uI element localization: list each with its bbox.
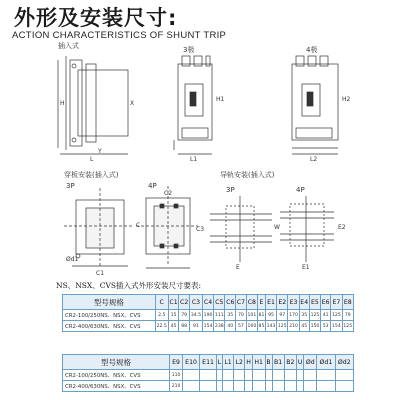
column-header: H [245,355,253,370]
table-cell [317,381,335,392]
table-cell: 170 [288,310,299,321]
panel-mount-label: 穿板安装(插入式) [64,171,119,179]
table-row [63,310,354,321]
rail-mount-label: 导轨安装(插入式) [220,171,275,179]
table-cell: 154 [202,321,213,332]
dim-w: W [274,224,280,231]
column-header: E4 [299,295,309,310]
table-cell [183,381,200,392]
model-cell: CR2-400/630NS、NSX、CVS [63,321,156,332]
table-cell: 79 [179,310,190,321]
table-cell [304,381,317,392]
column-header: E10 [183,355,200,370]
table-cell: 150 [309,321,320,332]
dim-e2: E2 [338,224,346,231]
table-cell [284,370,296,381]
column-header: C1 [168,295,179,310]
column-header: Ød1 [317,355,335,370]
rail-4p-label: 4P [296,186,305,194]
table-cell: 210 [170,381,183,392]
column-header: E8 [342,295,353,310]
dim-l2: L2 [310,156,318,163]
page-title: 外形及安装尺寸: [14,6,178,30]
dim-h2: H2 [342,96,351,103]
table-cell [335,370,353,381]
dim-e1: E1 [302,264,310,271]
table-cell [265,370,272,381]
model-header: 型号规格 [63,295,156,310]
three-pole-front-drawing [174,56,212,154]
table-cell [272,381,284,392]
table-cell [272,370,284,381]
column-header: C6 [225,295,236,310]
table-cell: 97 [277,310,288,321]
table-cell: 125 [342,321,353,332]
table-cell: 22.5 [155,321,168,332]
column-header: B [265,355,272,370]
column-header: E7 [331,295,342,310]
table-cell: 70 [236,310,247,321]
table-cell [222,381,233,392]
four-pole-front-drawing [292,56,338,154]
table-cell: 160 [246,321,257,332]
table-cell: 91 [190,321,203,332]
table-cell [245,381,253,392]
table-cell: 238 [214,321,225,332]
table-cell: 40 [225,321,236,332]
table-cell [296,381,303,392]
table-cell: 2.5 [155,310,168,321]
table-cell: 41 [321,310,331,321]
dim-c: C [136,222,141,229]
dim-l: L [90,156,94,163]
table-cell: 143 [265,321,276,332]
panel-mount-4p-drawing [136,186,198,268]
column-header: E11 [200,355,217,370]
table-cell: 190 [202,310,213,321]
table-cell: 154 [331,321,342,332]
table-cell: 35 [299,310,309,321]
dim-x: X [130,100,135,107]
column-header: E3 [288,295,299,310]
column-header: C7 [236,295,247,310]
column-header: L [217,355,223,370]
table-cell: 101 [246,310,257,321]
dim-d1: Ød1 [66,256,79,263]
table-cell: 125 [331,310,342,321]
table-cell [265,381,272,392]
table-cell: 79 [342,310,353,321]
column-header: E9 [170,355,183,370]
model-cell: CR2-400/630NS、NSX、CVS [63,381,170,392]
dim-c1: C1 [96,270,105,277]
table-cell: 210 [288,321,299,332]
rail-mount-4p-drawing [280,196,334,262]
dim-e: E [236,264,240,271]
column-header: H1 [252,355,265,370]
table-cell: 125 [277,321,288,332]
column-header: L1 [222,355,233,370]
table-cell: 81 [258,310,266,321]
column-header: C5 [214,295,225,310]
column-header: L2 [234,355,245,370]
dim-c3: C3 [196,226,205,233]
table-cell: 45 [168,321,179,332]
table-cell: 15 [168,310,179,321]
dim-l1: L1 [190,156,198,163]
column-header: C [155,295,168,310]
model-cell: CR2-100/250NS、NSX、CVS [63,310,156,321]
table-cell [234,381,245,392]
panel-mount-3p-drawing [64,188,134,266]
page-subtitle: ACTION CHARACTERISTICS OF SHUNT TRIP [12,30,227,41]
table-cell [234,370,245,381]
dim-y: Y [98,148,102,155]
table-cell: 53 [321,321,331,332]
table-cell: 125 [309,310,320,321]
column-header: C3 [190,295,203,310]
column-header: B2 [284,355,296,370]
table-row [63,381,354,392]
table-cell: 111 [214,310,225,321]
table-cell [304,370,317,381]
table-cell [183,370,200,381]
column-header: E1 [265,295,276,310]
table-row [63,370,354,381]
spec-table-2 [62,354,354,392]
column-header: Ød2 [335,355,353,370]
table-cell [222,370,233,381]
table-cell: 88 [179,321,190,332]
table-cell [317,370,335,381]
table-cell: 85 [258,321,266,332]
side-view-drawing [58,56,128,154]
rail-mount-3p-drawing [210,196,272,262]
rail-3p-label: 3P [226,186,235,194]
column-header: E5 [309,295,320,310]
column-header: E6 [321,295,331,310]
table-cell [200,381,217,392]
table-cell [335,381,353,392]
table-cell: 34.5 [190,310,203,321]
four-pole-label: 4极 [306,46,318,54]
column-header: C4 [202,295,213,310]
table-cell [200,370,217,381]
table-cell: 95 [265,310,276,321]
model-cell: CR2-100/250NS、NSX、CVS [63,370,170,381]
table-cell: 110 [170,370,183,381]
table-cell [252,381,265,392]
dim-c2: C2 [164,190,173,197]
panel-3p-label: 3P [66,182,75,190]
table-cell [252,370,265,381]
panel-4p-label: 4P [148,182,157,190]
dim-h: H [60,100,65,107]
plugin-label: 插入式 [58,42,79,50]
table-cell: 45 [299,321,309,332]
column-header: C8 [246,295,257,310]
table-cell [296,370,303,381]
table-cell [284,381,296,392]
column-header: E [258,295,266,310]
table-cell [245,370,253,381]
model-header: 型号规格 [63,355,170,370]
column-header: C2 [179,295,190,310]
three-pole-label: 3极 [183,46,195,54]
column-header: U [296,355,303,370]
column-header: E2 [277,295,288,310]
spec-table-1 [62,294,354,332]
table-row [63,321,354,332]
column-header: B1 [272,355,284,370]
table-cell: 57 [236,321,247,332]
dim-h1: H1 [216,96,225,103]
column-header: Ød [304,355,317,370]
table-cell: 35 [225,310,236,321]
spec-table-note: NS、NSX、CVS插入式外形安装尺寸要表: [56,281,202,290]
